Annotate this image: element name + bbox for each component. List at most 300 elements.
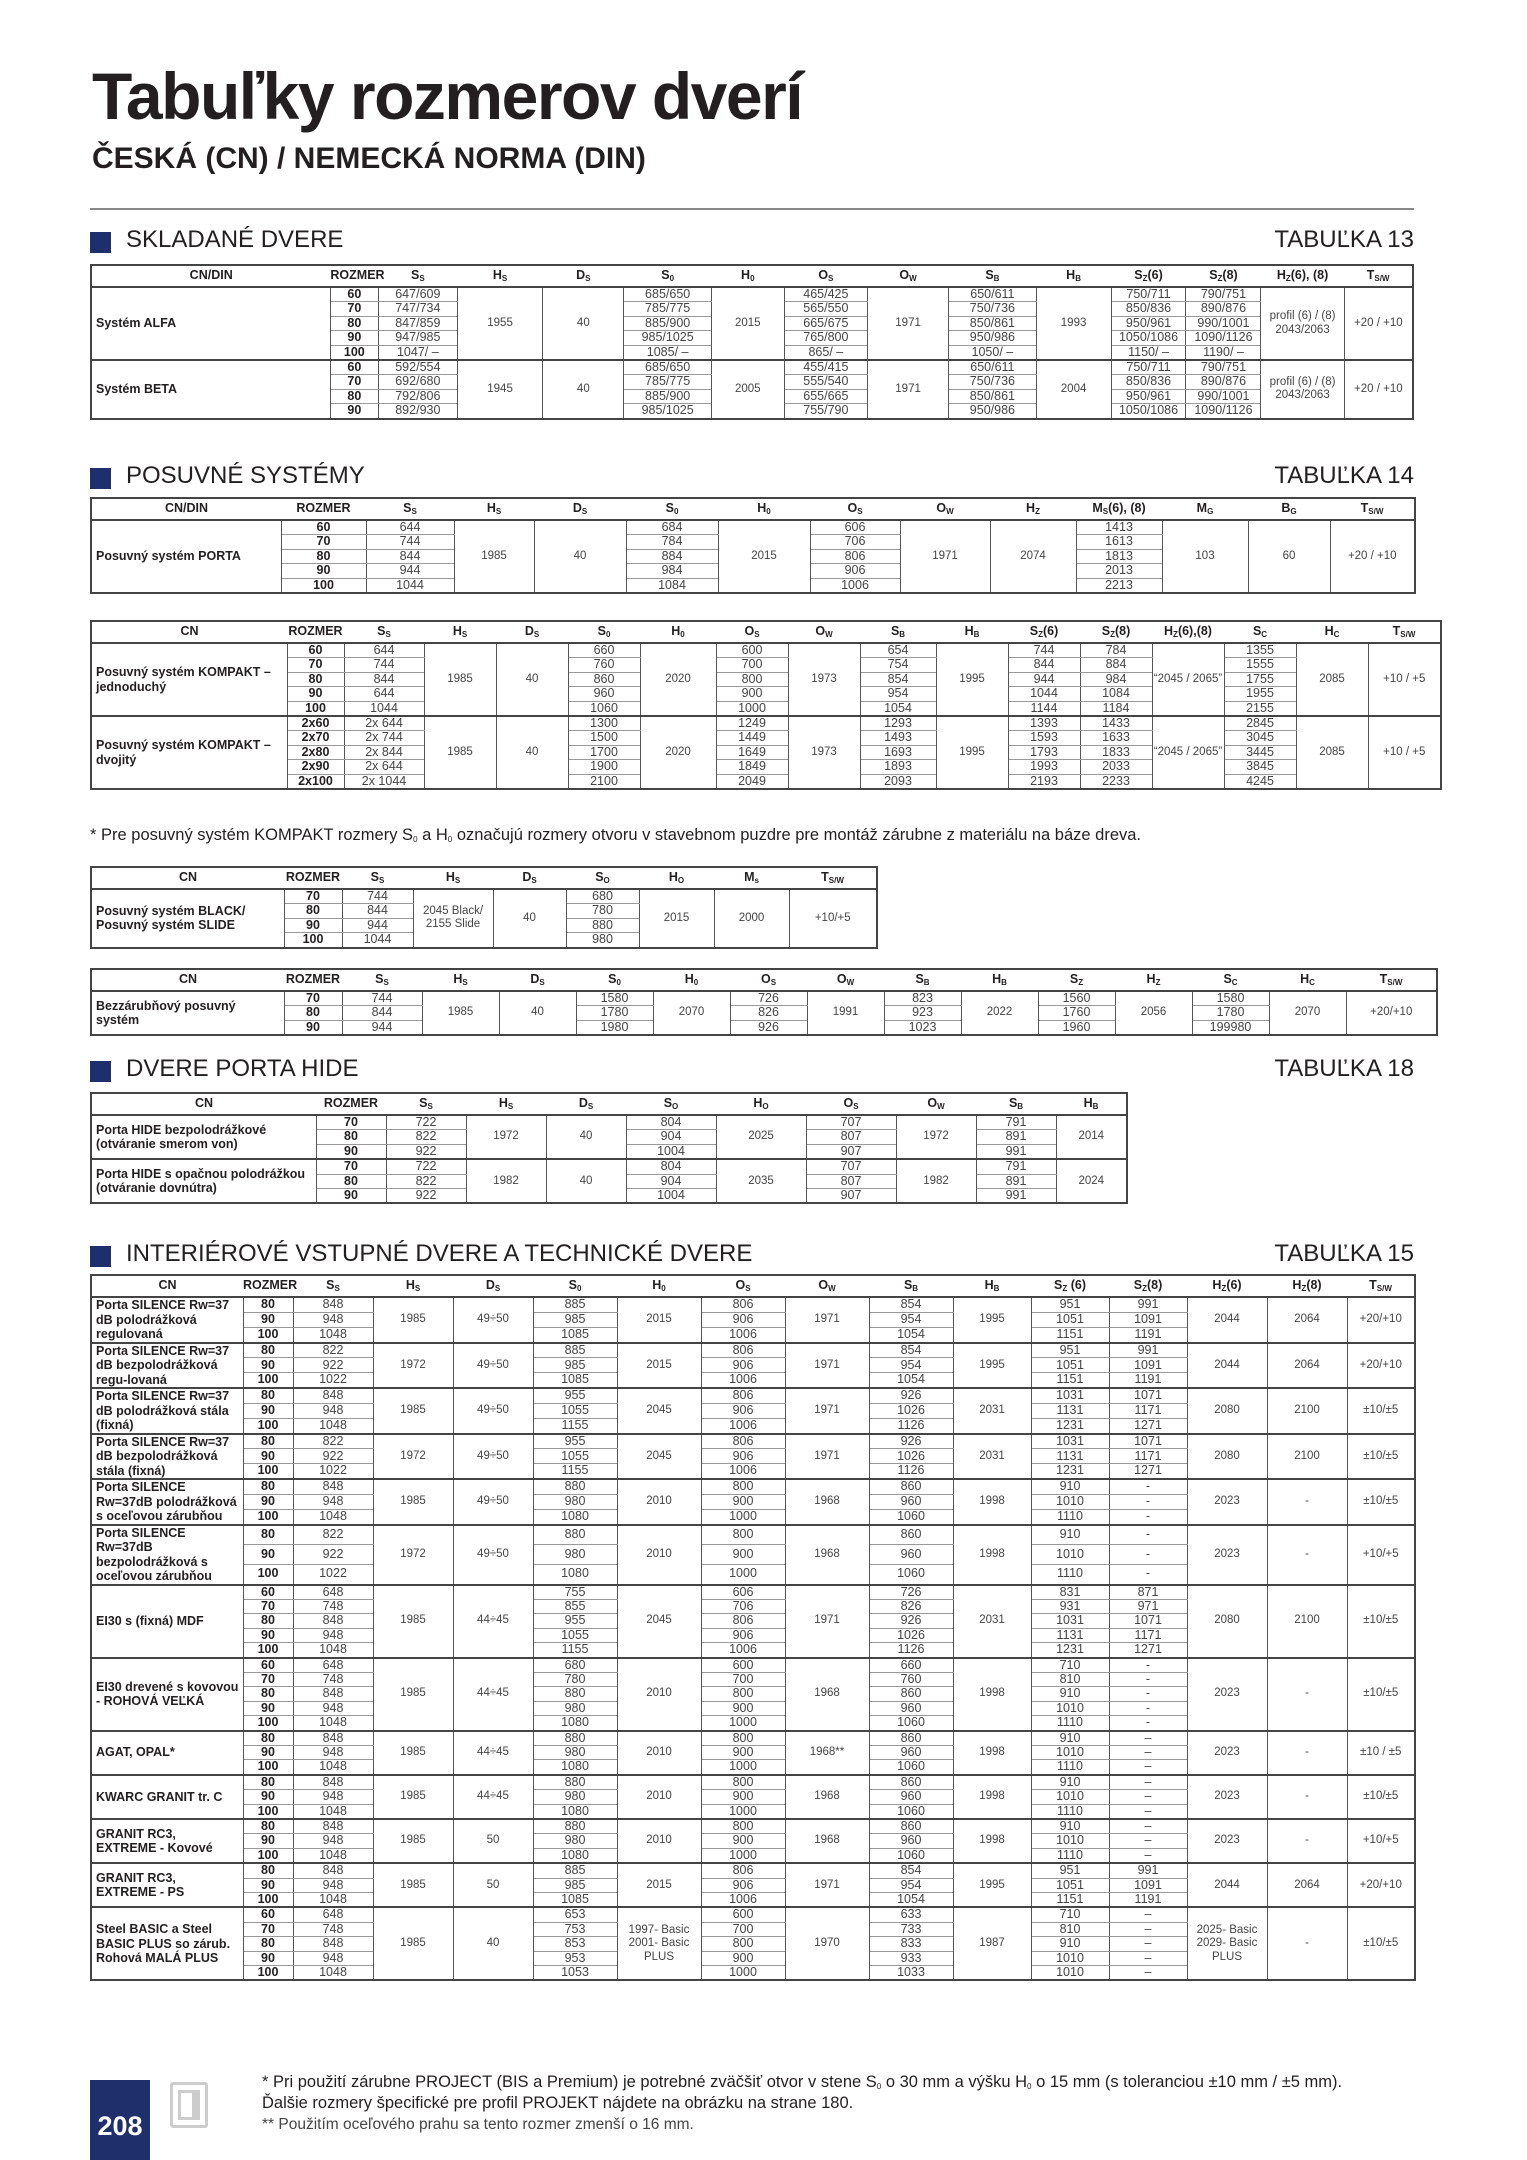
column-header: $D_S$	[572, 500, 588, 516]
cell: 900	[716, 687, 788, 701]
row-group-name: Posuvný systém BLACK/ Posuvný systém SLIDE	[91, 889, 284, 948]
cell: 2x 844	[344, 745, 424, 759]
cell: 1090/1126	[1186, 331, 1261, 345]
cell: 80	[243, 1388, 293, 1403]
column-header: $H_0$	[757, 500, 771, 516]
cell: 971	[1109, 1599, 1187, 1613]
cell: 922	[293, 1358, 373, 1373]
cell: 1413	[1076, 520, 1162, 535]
cell: 926	[730, 1020, 807, 1035]
cell: 1010	[1031, 1790, 1109, 1804]
cell: 990/1001	[1186, 316, 1261, 330]
cell: 948	[293, 1628, 373, 1642]
cell: 90	[287, 687, 344, 701]
cell: 1060	[869, 1760, 953, 1775]
cell: 90	[243, 1628, 293, 1642]
cell: 954	[869, 1878, 953, 1892]
cell: 1022	[293, 1564, 373, 1584]
shared-cell: 40	[543, 287, 624, 360]
cell: 2100	[568, 774, 640, 789]
cell: 844	[1008, 658, 1080, 672]
cell: 644	[366, 520, 454, 535]
column-header: $H_0$	[652, 1277, 666, 1293]
cell: 947/985	[378, 331, 457, 345]
cell: 960	[869, 1790, 953, 1804]
shared-cell: 1945	[457, 360, 542, 419]
cell: 784	[1080, 643, 1152, 658]
cell: 1048	[293, 1760, 373, 1775]
cell: 60	[281, 520, 366, 535]
cell: 954	[860, 687, 936, 701]
table-row	[91, 1388, 1415, 1403]
cell: 991	[976, 1144, 1056, 1159]
footnote-project-1: * Pri použití zárubne PROJECT (BIS a Premium) je potrebné zväčšiť otvor v stene $S_0$ o 30 mm a výšku $H_0$ o 15 mm (s toleranciou ±10 mm / ±5 mm).	[262, 2073, 1343, 2091]
shared-cell: 2010	[617, 1479, 701, 1525]
cell: 100	[281, 578, 366, 593]
cell: 900	[701, 1790, 785, 1804]
cell: 755/790	[784, 404, 867, 419]
cell: 80	[243, 1297, 293, 1312]
cell: –	[1109, 1907, 1187, 1922]
cell: 90	[243, 1834, 293, 1848]
cell: 848	[293, 1297, 373, 1312]
cell: 810	[1031, 1922, 1109, 1936]
cell: 80	[243, 1819, 293, 1834]
cell: 860	[568, 672, 640, 686]
table-row	[91, 658, 1441, 672]
table-row	[91, 1819, 1415, 1834]
shared-cell: ±10/±5	[1347, 1907, 1415, 1980]
cell: 880	[566, 918, 639, 932]
shared-cell: 2014	[1056, 1115, 1127, 1159]
table-row	[91, 1343, 1415, 1358]
header-row	[91, 1093, 1127, 1115]
cell: 660	[568, 643, 640, 658]
cell: 1993	[1008, 760, 1080, 774]
cell: 1044	[1008, 687, 1080, 701]
cell: 980	[533, 1494, 617, 1509]
shared-cell: 1971	[785, 1585, 869, 1658]
cell: 1813	[1076, 549, 1162, 563]
shared-cell: 2004	[1036, 360, 1111, 419]
shared-cell: 1973	[788, 716, 860, 789]
shared-cell: 2005	[711, 360, 784, 419]
cell: 910	[1031, 1479, 1109, 1494]
row-group-name: Posuvný systém PORTA	[91, 520, 281, 593]
cell: 710	[1031, 1907, 1109, 1922]
cell: 885	[533, 1343, 617, 1358]
cell: 100	[243, 1716, 293, 1731]
cell: 1048	[293, 1327, 373, 1342]
cell: 1000	[701, 1716, 785, 1731]
shared-cell: 1998	[953, 1658, 1031, 1731]
shared-cell: +20 / +10	[1344, 287, 1413, 360]
cell: 1000	[701, 1509, 785, 1524]
table-row	[91, 687, 1441, 701]
cell: 1091	[1109, 1358, 1187, 1373]
cell: 1006	[701, 1418, 785, 1433]
cell: 744	[366, 535, 454, 549]
cell: 665/675	[784, 316, 867, 330]
section-square-icon	[90, 1061, 111, 1082]
cell: 848	[293, 1937, 373, 1951]
shared-cell: +20 / +10	[1344, 360, 1413, 419]
column-header: $H_S$	[445, 869, 461, 885]
cell: 2033	[1080, 760, 1152, 774]
cell: 750/711	[1111, 360, 1186, 375]
cell: 1131	[1031, 1403, 1109, 1418]
shared-cell: 2035	[716, 1159, 806, 1203]
cell: 951	[1031, 1297, 1109, 1312]
shared-cell: +10 / +5	[1368, 643, 1441, 716]
cell: 1300	[568, 716, 640, 731]
cell: 848	[293, 1731, 373, 1746]
table-row	[91, 1731, 1415, 1746]
cell: 80	[243, 1343, 293, 1358]
cell: 1048	[293, 1716, 373, 1731]
column-header: $S_S$	[370, 869, 385, 885]
shared-cell: 1985	[373, 1479, 453, 1525]
cell: 1047/ –	[378, 345, 457, 360]
cell: 791	[976, 1159, 1056, 1174]
row-group-name: Systém BETA	[91, 360, 330, 419]
cell: 948	[293, 1494, 373, 1509]
cell: 885	[533, 1297, 617, 1312]
table-number: TABUĽKA 18	[1274, 1055, 1414, 1082]
table-row	[91, 760, 1441, 774]
shared-cell: 2031	[953, 1434, 1031, 1480]
shared-cell: 1968**	[785, 1731, 869, 1775]
cell: 1050/1086	[1111, 331, 1186, 345]
shared-cell: 49÷50	[453, 1434, 533, 1480]
shared-cell: “2045 / 2065”	[1152, 716, 1224, 789]
column-header: $H_S$	[486, 500, 502, 516]
column-header: $O_S$	[760, 971, 777, 987]
cell: 1060	[869, 1509, 953, 1524]
cell: 1053	[533, 1966, 617, 1981]
cell: 1006	[810, 578, 900, 593]
column-header: $H_B$	[964, 623, 980, 639]
cell: 991	[1109, 1863, 1187, 1878]
cell: 1000	[701, 1760, 785, 1775]
shared-cell: 50	[453, 1819, 533, 1863]
cell: 855	[533, 1599, 617, 1613]
cell: 860	[869, 1687, 953, 1701]
cell: 100	[243, 1327, 293, 1342]
cell: 933	[869, 1951, 953, 1965]
cell: 80	[243, 1863, 293, 1878]
row-group-name: Steel BASIC a Steel BASIC PLUS so zárub. Rohová MALÁ PLUS	[91, 1907, 243, 1980]
column-header: $T_{S/W}$	[821, 869, 844, 885]
shared-cell: 40	[496, 643, 568, 716]
cell: 4245	[1224, 774, 1296, 789]
column-header: $H_S$	[452, 623, 468, 639]
cell: 1048	[293, 1804, 373, 1819]
shared-cell: 1998	[953, 1819, 1031, 1863]
cell: 910	[1031, 1687, 1109, 1701]
shared-cell: 40	[546, 1115, 626, 1159]
shared-cell: +10/+5	[1347, 1819, 1415, 1863]
cell: 1449	[716, 731, 788, 745]
t14b-table	[90, 620, 1442, 790]
shared-cell: 2023	[1187, 1658, 1267, 1731]
cell: 692/680	[378, 375, 457, 389]
cell: 733	[869, 1922, 953, 1936]
cell: 755	[533, 1585, 617, 1600]
cell: 844	[344, 672, 424, 686]
cell: 951	[1031, 1343, 1109, 1358]
cell: 1000	[701, 1564, 785, 1584]
cell: 700	[701, 1672, 785, 1686]
shared-cell: 2025	[716, 1115, 806, 1159]
shared-cell: 40	[496, 716, 568, 789]
cell: 910	[1031, 1731, 1109, 1746]
column-header: $O_W$	[927, 1095, 945, 1111]
table-number: TABUĽKA 14	[1274, 462, 1414, 489]
shared-cell: 44÷45	[453, 1775, 533, 1819]
header-divider	[90, 208, 1414, 210]
cell: 70	[330, 302, 378, 316]
cell: 684	[626, 520, 718, 535]
cell: 1051	[1031, 1358, 1109, 1373]
shared-cell: 60	[1248, 520, 1330, 593]
cell: 650/611	[949, 287, 1036, 302]
cell: 1780	[1192, 1006, 1269, 1020]
shared-cell: 1968	[785, 1819, 869, 1863]
column-header: $S_Z(8)$	[1101, 623, 1131, 639]
cell: 70	[243, 1672, 293, 1686]
cell: 555/540	[784, 375, 867, 389]
cell: 90	[243, 1312, 293, 1327]
cell: 90	[243, 1545, 293, 1565]
cell: 1071	[1109, 1434, 1187, 1449]
cell: 655/665	[784, 389, 867, 403]
column-header: $S_Z$	[1069, 971, 1084, 987]
shared-cell: +20/+10	[1346, 991, 1437, 1035]
shared-cell: 49÷50	[453, 1525, 533, 1585]
cell: 826	[730, 1006, 807, 1020]
cell: 1231	[1031, 1464, 1109, 1479]
cell: 960	[568, 687, 640, 701]
cell: 2x60	[287, 716, 344, 731]
cell: 1006	[701, 1643, 785, 1658]
cell: 1191	[1109, 1893, 1187, 1908]
cell: 90	[281, 564, 366, 578]
cell: 1091	[1109, 1878, 1187, 1892]
shared-cell: 2031	[953, 1388, 1031, 1434]
row-group-name: Porta SILENCE Rw=37dB bezpolodrážková s oceľovou zárubňou	[91, 1525, 243, 1585]
cell: 1010	[1031, 1494, 1109, 1509]
cell: 1393	[1008, 716, 1080, 731]
shared-cell: ±10/±5	[1347, 1479, 1415, 1525]
cell: 1054	[869, 1327, 953, 1342]
shared-cell: 1971	[785, 1297, 869, 1343]
cell: 3845	[1224, 760, 1296, 774]
table-row	[91, 1297, 1415, 1312]
cell: 826	[869, 1599, 953, 1613]
section-header-13	[90, 226, 1414, 258]
shared-cell: 1972	[373, 1343, 453, 1389]
cell: 1833	[1080, 745, 1152, 759]
column-header: $H_C$	[1300, 971, 1315, 987]
cell: 984	[626, 564, 718, 578]
cell: 80	[316, 1174, 386, 1188]
column-header: $M_S(6)$, (8)	[1092, 500, 1146, 516]
shared-cell: 1971	[785, 1388, 869, 1434]
cell: 806	[701, 1614, 785, 1628]
section-title: DVERE PORTA HIDE	[126, 1055, 359, 1082]
cell: 90	[316, 1144, 386, 1159]
column-header: $H_0$	[684, 971, 699, 987]
cell: 848	[293, 1479, 373, 1494]
shared-cell: 2024	[1056, 1159, 1127, 1203]
cell: 1126	[869, 1418, 953, 1433]
cell: 90	[243, 1701, 293, 1715]
shared-cell: 1985	[422, 991, 499, 1035]
column-header: ROZMER	[323, 1095, 379, 1110]
shared-cell: 50	[453, 1863, 533, 1907]
cell: 910	[1031, 1775, 1109, 1790]
cell: 90	[243, 1878, 293, 1892]
cell: 900	[701, 1834, 785, 1848]
column-header: $S_S$	[410, 267, 425, 283]
cell: 904	[626, 1130, 716, 1144]
cell: 854	[869, 1863, 953, 1878]
cell: 744	[342, 991, 422, 1006]
shared-cell: 2020	[640, 716, 716, 789]
cell: 985	[533, 1312, 617, 1327]
t14a-table	[90, 497, 1416, 594]
header-row	[91, 498, 1415, 520]
table-row	[91, 1585, 1415, 1600]
shared-cell: -	[1267, 1658, 1347, 1731]
cell: 800	[701, 1687, 785, 1701]
table-row	[91, 520, 1415, 535]
cell: 1051	[1031, 1878, 1109, 1892]
column-header: $S_S$	[326, 1277, 340, 1293]
table-row	[91, 745, 1441, 759]
section-header-18	[90, 1055, 1414, 1087]
cell: 1010	[1031, 1834, 1109, 1848]
cell: 1126	[869, 1643, 953, 1658]
cell: 100	[243, 1464, 293, 1479]
shared-cell: 2015	[639, 889, 714, 948]
column-header: CN	[194, 1095, 214, 1110]
row-group-name: Porta HIDE s opačnou polodrážkou (otváranie dovnútra)	[91, 1159, 316, 1203]
cell: 90	[243, 1745, 293, 1759]
cell: -	[1109, 1494, 1187, 1509]
cell: 944	[366, 564, 454, 578]
cell: 780	[533, 1672, 617, 1686]
cell: 1355	[1224, 643, 1296, 658]
cell: 1060	[568, 701, 640, 716]
cell: 806	[701, 1343, 785, 1358]
cell: 100	[243, 1966, 293, 1981]
column-header: $D_S$	[578, 1095, 594, 1111]
shared-cell: 2015	[617, 1297, 701, 1343]
cell: 985	[533, 1358, 617, 1373]
cell: 1593	[1008, 731, 1080, 745]
shared-cell: 2023	[1187, 1819, 1267, 1863]
cell: 706	[810, 535, 900, 549]
column-header: $T_{S/W}$	[1360, 500, 1384, 516]
cell: 2x 644	[344, 716, 424, 731]
section-title: INTERIÉROVÉ VSTUPNÉ DVERE A TECHNICKÉ DVERE	[126, 1240, 753, 1267]
cell: –	[1109, 1834, 1187, 1848]
cell: 80	[316, 1130, 386, 1144]
cell: 722	[386, 1159, 466, 1174]
column-header: $H_Z$	[1026, 500, 1040, 516]
cell: 844	[342, 904, 413, 918]
cell: 1071	[1109, 1388, 1187, 1403]
shared-cell: 1971	[900, 520, 990, 593]
cell: 760	[568, 658, 640, 672]
cell: 1613	[1076, 535, 1162, 549]
cell: 648	[293, 1907, 373, 1922]
cell: 1026	[869, 1449, 953, 1464]
cell: 80	[281, 549, 366, 563]
cell: 900	[701, 1701, 785, 1715]
column-header: $H_B$	[984, 1277, 1000, 1293]
cell: 891	[976, 1174, 1056, 1188]
table-row	[91, 360, 1413, 375]
shared-cell: +20/+10	[1347, 1863, 1415, 1907]
cell: 70	[316, 1159, 386, 1174]
cell: 1231	[1031, 1418, 1109, 1433]
table-row	[91, 716, 1441, 731]
cell: 822	[293, 1525, 373, 1545]
cell: 80	[243, 1525, 293, 1545]
cell: 1980	[576, 1020, 653, 1035]
shared-cell: 1973	[788, 643, 860, 716]
cell: 90	[243, 1358, 293, 1373]
shared-cell: 2031	[953, 1585, 1031, 1658]
column-header: CN	[178, 971, 198, 986]
column-header: $S_B$	[903, 1277, 919, 1293]
column-header: $O_S$	[843, 1095, 859, 1111]
cell: 990/1001	[1186, 389, 1261, 403]
cell: 980	[566, 933, 639, 948]
cell: 955	[533, 1388, 617, 1403]
row-group-name: Porta SILENCE Rw=37 dB polodrážková regulovaná	[91, 1297, 243, 1343]
cell: 991	[976, 1189, 1056, 1204]
cell: 2x 1044	[344, 774, 424, 789]
cell: 70	[243, 1922, 293, 1936]
cell: 2845	[1224, 716, 1296, 731]
cell: 850/836	[1111, 302, 1186, 316]
column-header: $S_S$	[377, 623, 391, 639]
row-group-name: EI30 s (fixná) MDF	[91, 1585, 243, 1658]
cell: 1048	[293, 1848, 373, 1863]
cell: 792/806	[378, 389, 457, 403]
cell: 1000	[701, 1804, 785, 1819]
cell: 991	[1109, 1297, 1187, 1312]
cell: 100	[243, 1509, 293, 1524]
column-header: $T_{S/W}$	[1366, 267, 1390, 283]
row-group-name: Porta SILENCE Rw=37 dB bezpolodrážková regu-lovaná	[91, 1343, 243, 1389]
cell: 948	[293, 1878, 373, 1892]
table-row	[91, 731, 1441, 745]
shared-cell: 1993	[1036, 287, 1111, 360]
column-header: $S_B$	[890, 623, 906, 639]
cell: 1191	[1109, 1327, 1187, 1342]
shared-cell: 2020	[640, 643, 716, 716]
column-header: $M_s$	[744, 869, 759, 885]
header-row	[91, 265, 1413, 287]
shared-cell: 2044	[1187, 1863, 1267, 1907]
table-row	[91, 1434, 1415, 1449]
row-group-name: Porta SILENCE Rw=37 dB bezpolodrážková stála (fixná)	[91, 1434, 243, 1480]
